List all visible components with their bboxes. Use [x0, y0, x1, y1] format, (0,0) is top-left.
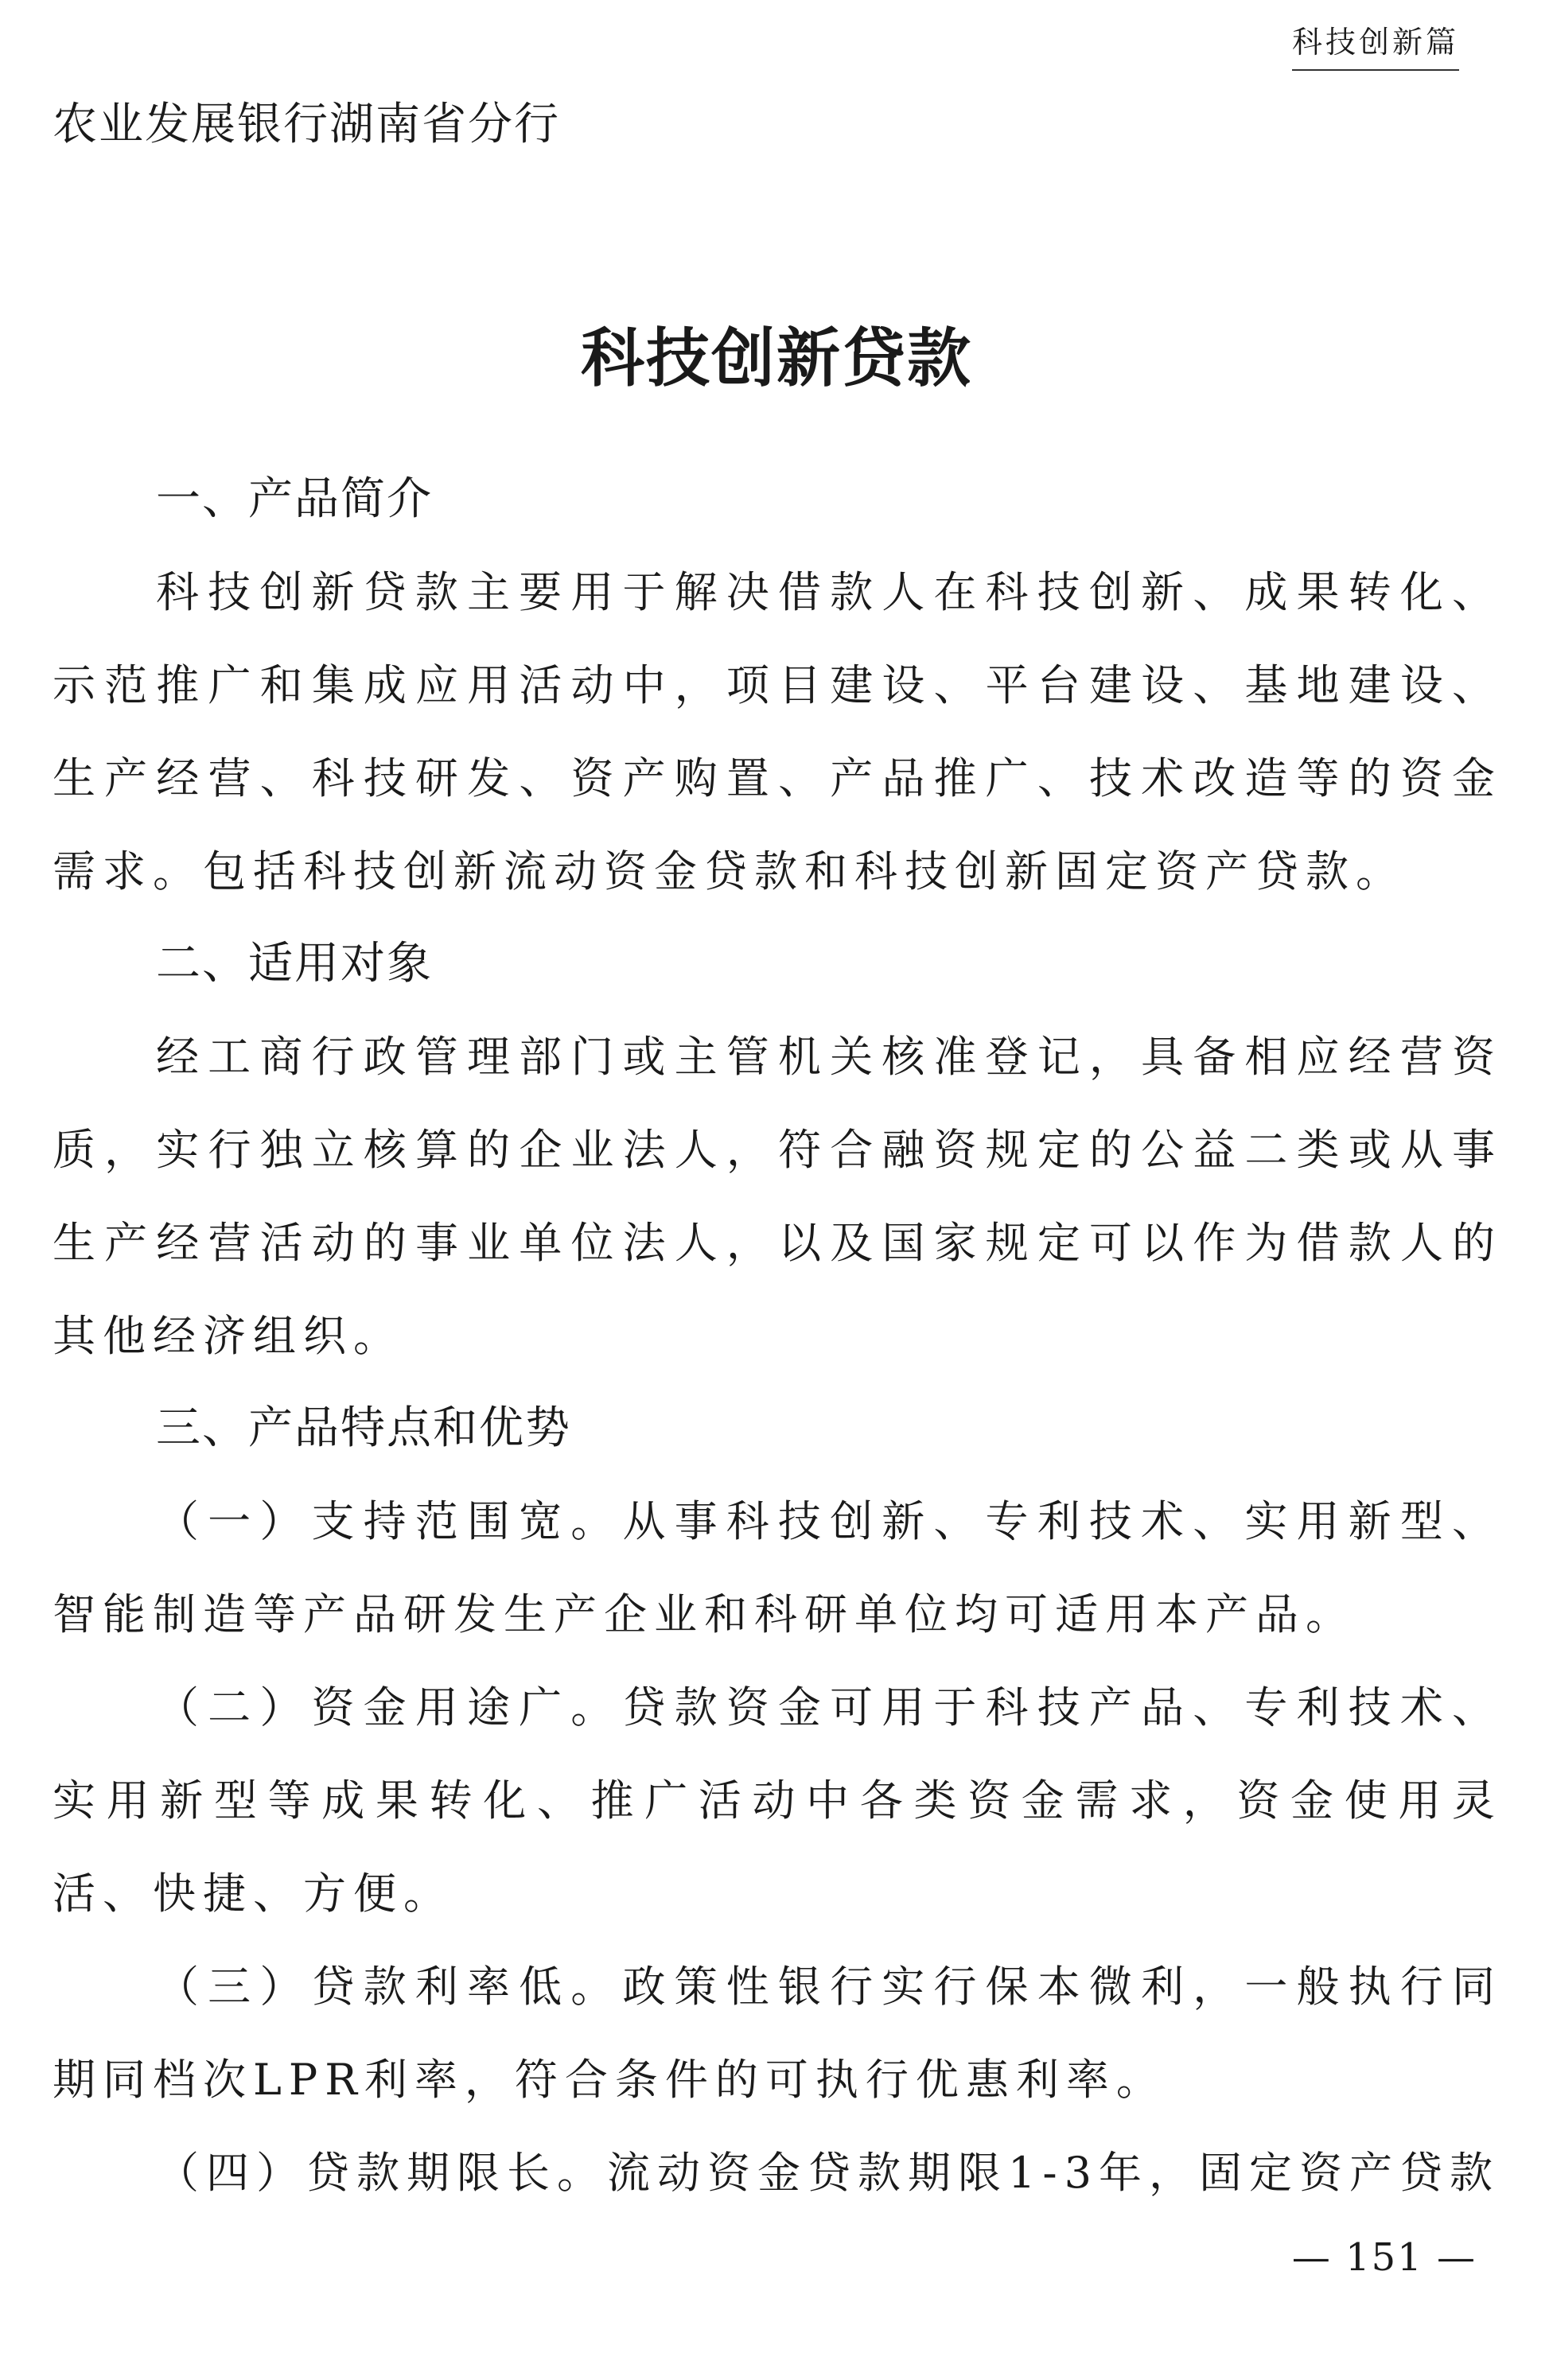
section-tag: 科技创新篇 [1292, 18, 1459, 71]
paragraph-feature-3: （三）贷款利率低。政策性银行实行保本微利，一般执行同期同档次LPR利率，符合条件的可执行优惠利率。 [53, 1962, 1502, 2105]
org-name: 农业发展银行湖南省分行 [53, 99, 560, 150]
section-heading-intro: 一、产品简介 [156, 473, 433, 525]
document-body [53, 453, 1502, 2219]
page-number: — 151 — [1291, 2235, 1477, 2280]
section-heading-target: 二、适用对象 [156, 938, 433, 990]
paragraph-feature-4: （四）贷款期限长。流动资金贷款期限1-3年，固定资产贷款 [156, 2148, 1500, 2198]
paragraph-intro: 科技创新贷款主要用于解决借款人在科技创新、成果转化、示范推广和集成应用活动中，项目建设、平台建设、基地建设、生产经营、科技研发、资产购置、产品推广、技术改造等的资金需求。包括科技创新流动资金贷款和科技创新固定资产贷款。 [53, 567, 1502, 896]
section-heading-features: 三、产品特点和优势 [156, 1402, 571, 1454]
paragraph-target: 经工商行政管理部门或主管机关核准登记，具备相应经营资质，实行独立核算的企业法人，符合融资规定的公益二类或从事生产经营活动的事业单位法人，以及国家规定可以作为借款人的其他经济组织。 [53, 1032, 1502, 1361]
paragraph-feature-2: （二）资金用途广。贷款资金可用于科技产品、专利技术、实用新型等成果转化、推广活动中各类资金需求，资金使用灵活、快捷、方便。 [53, 1682, 1502, 1919]
document-title: 科技创新贷款 [581, 320, 972, 395]
paragraph-feature-1: （一）支持范围宽。从事科技创新、专利技术、实用新型、智能制造等产品研发生产企业和科研单位均可适用本产品。 [53, 1496, 1502, 1639]
